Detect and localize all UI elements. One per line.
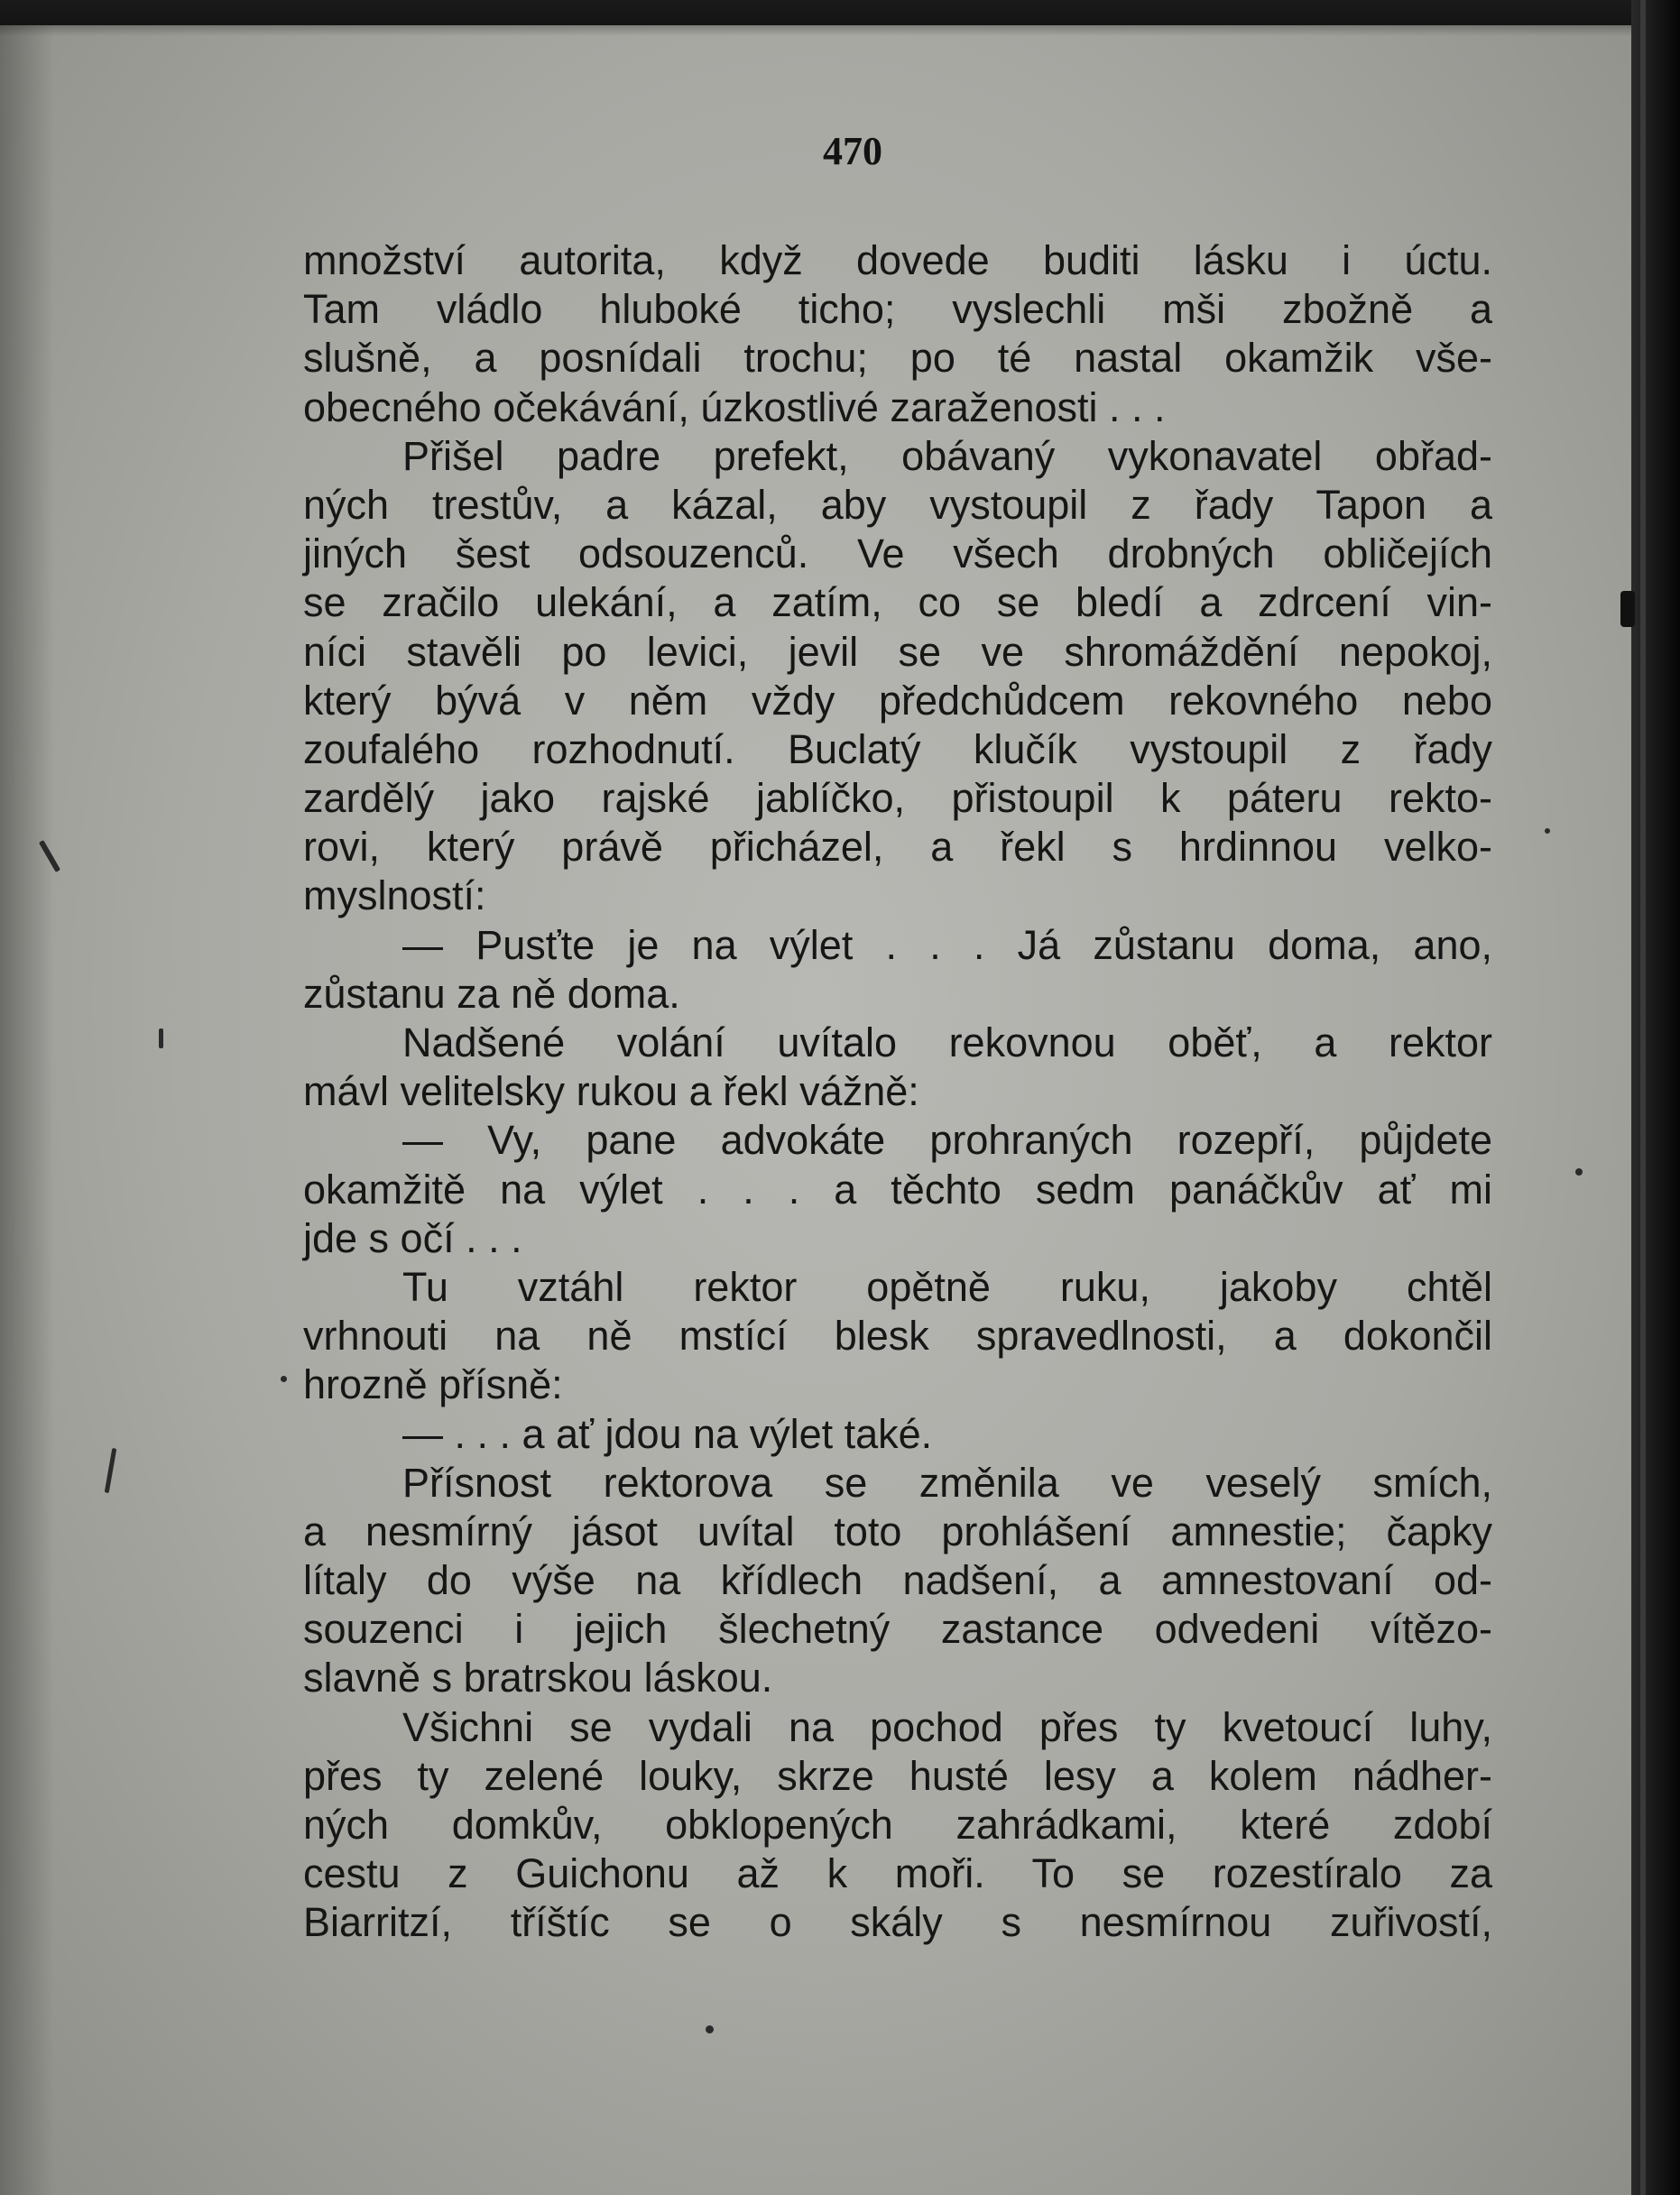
text-line: vrhnouti na ně mstící blesk spravedlnosti, a dokončil: [303, 1313, 1492, 1360]
paper-shadow-left: [0, 25, 54, 2195]
text-line: se zračilo ulekání, a zatím, co se bledí a zdrcení vin-: [303, 579, 1492, 626]
text-line: ných domkův, obklopených zahrádkami, které zdobí: [303, 1802, 1492, 1848]
text-line: a nesmírný jásot uvítal toto prohlášení amnestie; čapky: [303, 1508, 1492, 1554]
text-line: Tu vztáhl rektor opětně ruku, jakoby chtěl: [402, 1263, 1492, 1310]
text-line: Biarritzí, tříštíc se o skály s nesmírnou zuřivostí,: [303, 1899, 1492, 1946]
text-line: rovi, který právě přicházel, a řekl s hrdinnou velko-: [303, 824, 1492, 871]
text-line: množství autorita, když dovede buditi lásku i úctu.: [303, 237, 1492, 283]
text-line: slavně s bratrskou láskou.: [303, 1655, 773, 1702]
text-line: obecného očekávání, úzkostlivé zaraženosti . . .: [303, 383, 1166, 430]
top-shadow: [0, 0, 1680, 36]
speck: [281, 1376, 287, 1382]
text-line: zardělý jako rajské jablíčko, přistoupil k páteru rekto-: [303, 775, 1492, 822]
body-text: [303, 236, 1492, 1948]
text-line: jiných šest odsouzenců. Ve všech drobných obličejích: [303, 530, 1492, 577]
text-line: zůstanu za ně doma.: [303, 970, 680, 1017]
book-binding: [1631, 0, 1680, 2195]
text-line: Přišel padre prefekt, obávaný vykonavatel obřad-: [402, 432, 1492, 479]
text-line: mávl velitelsky rukou a řekl vážně:: [303, 1068, 919, 1115]
speck: [159, 1028, 163, 1048]
speck: [1545, 828, 1550, 834]
text-line: slušně, a posnídali trochu; po té nastal okamžik vše-: [303, 335, 1492, 382]
text-line: který bývá v něm vždy předchůdcem rekovného nebo: [303, 677, 1492, 724]
text-line: Tam vládlo hluboké ticho; vyslechli mši zbožně a: [303, 286, 1492, 333]
text-line: Přísnost rektorova se změnila ve veselý smích,: [402, 1459, 1492, 1506]
page-number: 470: [823, 129, 882, 173]
text-line: níci stavěli po levici, jevil se ve shromáždění nepokoj,: [303, 628, 1492, 675]
speck: [706, 2025, 714, 2034]
text-line: — . . . a ať jdou na výlet také.: [402, 1410, 933, 1457]
text-line: ných trestův, a kázal, aby vystoupil z řady Tapon a: [303, 481, 1492, 528]
text-line: hrozně přísně:: [303, 1361, 563, 1408]
text-line: zoufalého rozhodnutí. Buclatý klučík vystoupil z řady: [303, 725, 1492, 772]
speck: [1575, 1168, 1583, 1176]
text-line: přes ty zelené louky, skrze husté lesy a kolem nádher-: [303, 1752, 1492, 1799]
text-line: — Pusťte je na výlet . . . Já zůstanu doma, ano,: [402, 921, 1492, 968]
text-line: Všichni se vydali na pochod přes ty kvetoucí luhy,: [402, 1703, 1492, 1750]
text-line: cestu z Guichonu až k moři. To se rozestíralo za: [303, 1850, 1492, 1897]
text-line: Nadšené volání uvítalo rekovnou oběť, a rektor: [402, 1019, 1492, 1065]
text-line: lítaly do výše na křídlech nadšení, a amnestovaní od-: [303, 1557, 1492, 1604]
text-line: myslností:: [303, 872, 486, 919]
text-line: souzenci i jejich šlechetný zastance odvedeni vítězo-: [303, 1606, 1492, 1653]
text-line: okamžitě na výlet . . . a těchto sedm panáčkův ať mi: [303, 1166, 1492, 1213]
speck: [1620, 591, 1635, 627]
text-line: jde s očí . . .: [303, 1214, 522, 1261]
binding-edge: [1640, 0, 1646, 2195]
text-line: — Vy, pane advokáte prohraných rozepří, půjdete: [402, 1117, 1492, 1164]
